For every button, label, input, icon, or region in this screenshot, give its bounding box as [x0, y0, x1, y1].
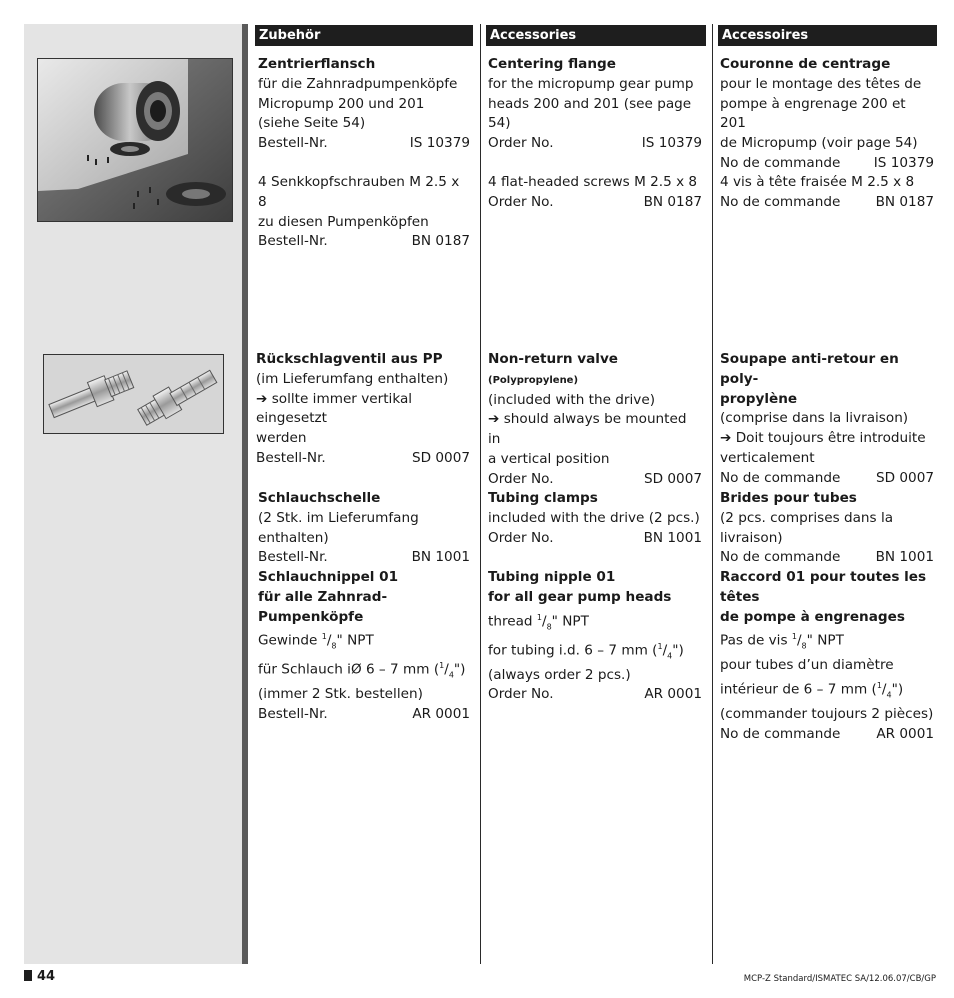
en-valve-order [488, 470, 702, 490]
en-clamps-title: Tubing clamps [488, 490, 598, 506]
order-label: No de commande [720, 469, 841, 486]
order-label: Order No. [488, 135, 554, 152]
en-flange-order [488, 134, 702, 154]
fr-valve-title: Soupape anti-retour en poly- [720, 351, 899, 387]
fr-screws-order [720, 193, 934, 213]
column-divider-2 [712, 24, 713, 964]
fr-non-return-valve [720, 350, 934, 489]
fr-screws-line: 4 vis à tête fraisée M 2.5 x 8 [720, 174, 915, 190]
order-number: BN 0187 [875, 193, 934, 210]
non-return-valve-photo [43, 354, 224, 434]
non-return-valve-illustration [44, 355, 223, 433]
order-number: SD 0007 [411, 449, 470, 466]
fr-tubing-nipple [720, 568, 934, 745]
tube-unit: ") [453, 661, 466, 678]
order-label: Bestell-Nr. [258, 233, 328, 250]
fr-nipple-line: (commander toujours 2 pièces) [720, 706, 934, 723]
header-zubehoer: Zubehör [255, 25, 473, 46]
fr-flange-title: Couronne de centrage [720, 56, 891, 72]
order-number: IS 10379 [409, 135, 470, 152]
fr-flange-order [720, 154, 934, 174]
de-screws-order [258, 232, 470, 252]
order-number: BN 0187 [411, 233, 470, 250]
thread-unit: " NPT [806, 632, 844, 649]
header-accessoires: Accessoires [718, 25, 937, 46]
en-valve-title [488, 350, 702, 391]
en-clamps-line: included with the drive (2 pcs.) [488, 509, 700, 526]
fraction-num: 1 [791, 632, 797, 642]
fr-valve-line: ➔ Doit toujours être introduite [720, 430, 926, 447]
tube-label: intérieur de 6 – 7 mm ( [720, 681, 877, 698]
fr-nipple-title: Raccord 01 pour toutes les têtes [720, 569, 927, 605]
de-valve-line: (im Lieferumfang enthalten) [256, 370, 449, 387]
en-tubing-clamps [488, 489, 702, 548]
de-nipple-line: (immer 2 Stk. bestellen) [258, 686, 423, 703]
fr-clamps-line: (2 pcs. comprises dans la livraison) [720, 509, 894, 546]
fr-flange-line: pompe à engrenage 200 et 201 [720, 95, 906, 132]
order-label: No de commande [720, 193, 841, 210]
de-nipple-order [258, 705, 470, 725]
tube-unit: ") [672, 642, 684, 659]
de-valve-line: ➔ sollte immer vertikal eingesetzt [256, 390, 413, 427]
de-nipple-tube: für Schlauch iØ 6 – 7 mm $(^1/_4")$ [258, 661, 466, 680]
fr-flange-line: pour le montage des têtes de [720, 75, 922, 92]
de-clamps-title: Schlauchschelle [258, 490, 381, 506]
order-number: AR 0001 [644, 686, 702, 703]
fr-valve-title-cont: propylène [720, 390, 798, 407]
fr-screws [720, 173, 934, 213]
de-non-return-valve [256, 350, 470, 469]
centering-flange-illustration [38, 59, 232, 221]
en-nipple-order [488, 685, 702, 705]
en-tubing-nipple [488, 568, 702, 705]
en-valve-line: a vertical position [488, 450, 610, 467]
tube-unit: ") [891, 681, 904, 698]
order-number: BN 1001 [643, 529, 702, 546]
de-valve-line: werden [256, 430, 307, 447]
de-tubing-nipple [258, 568, 470, 725]
order-number: IS 10379 [641, 135, 702, 152]
en-nipple-thread: thread $^1/_8$" NPT [488, 612, 589, 631]
en-flange-title: Centering flange [488, 56, 616, 72]
fraction-num: 1 [876, 681, 882, 691]
en-valve-line: ➔ should always be mounted in [488, 411, 687, 448]
en-centering-flange [488, 55, 702, 154]
en-valve-line: (included with the drive) [488, 391, 656, 408]
order-label: Bestell-Nr. [256, 449, 326, 466]
de-tubing-clamps [258, 489, 470, 568]
fr-nipple-subtitle: de pompe à engrenages [720, 608, 905, 625]
sidebar-divider [242, 24, 248, 964]
order-number: BN 1001 [875, 549, 934, 566]
centering-flange-photo [37, 58, 233, 222]
thread-unit: " NPT [551, 613, 589, 630]
en-nipple-line: (always order 2 pcs.) [488, 666, 631, 683]
fr-nipple-tube: intérieur de 6 – 7 mm $(^1/_4")$ [720, 681, 904, 700]
fr-clamps-order [720, 548, 934, 568]
order-label: Order No. [488, 470, 554, 487]
valve-title-text: Non-return valve [488, 351, 619, 367]
de-flange-title: Zentrierflansch [258, 56, 376, 72]
de-nipple-thread: Gewinde $^1/_8$" NPT [258, 632, 374, 651]
order-number: SD 0007 [875, 469, 934, 486]
de-screws-line: 4 Senkkopfschrauben M 2.5 x 8 [258, 174, 460, 210]
page-number [24, 969, 55, 984]
fr-flange-line: de Micropump (voir page 54) [720, 135, 918, 152]
fr-centering-flange [720, 55, 934, 174]
order-label: Order No. [488, 529, 554, 546]
de-centering-flange [258, 55, 470, 154]
order-number: BN 1001 [411, 549, 470, 566]
de-valve-title: Rückschlagventil aus PP [256, 351, 443, 367]
fraction-den: 8 [331, 641, 337, 651]
order-number: IS 10379 [873, 154, 934, 171]
fr-valve-line: (comprise dans la livraison) [720, 410, 909, 427]
fraction-den: 8 [546, 621, 552, 631]
fr-nipple-tube-pre: pour tubes d’un diamètre [720, 657, 894, 674]
en-screws-order [488, 193, 702, 213]
en-nipple-title: Tubing nipple 01 [488, 569, 616, 585]
fraction-den: 4 [667, 650, 673, 660]
thread-label: thread [488, 613, 537, 630]
tube-label: für Schlauch iØ 6 – 7 mm ( [258, 661, 440, 678]
en-screws [488, 173, 702, 213]
fraction-num: 1 [657, 641, 663, 651]
page-marker-icon [24, 970, 32, 981]
fr-tubing-clamps [720, 489, 934, 568]
order-label: Bestell-Nr. [258, 549, 328, 566]
fraction-den: 4 [886, 690, 892, 700]
fr-nipple-order [720, 725, 934, 745]
fraction-num: 1 [536, 612, 542, 622]
fr-valve-order [720, 469, 934, 489]
order-label: Bestell-Nr. [258, 706, 328, 723]
fr-valve-line: verticalement [720, 449, 815, 466]
de-nipple-subtitle: für alle Zahnrad-Pumpenköpfe [258, 588, 388, 625]
en-nipple-tube: for tubing i.d. 6 – 7 mm $(^1/_4")$ [488, 641, 684, 660]
en-flange-line: heads 200 and 201 (see page 54) [488, 95, 692, 132]
de-valve-order [256, 449, 470, 469]
order-label: Order No. [488, 686, 554, 703]
order-label: No de commande [720, 154, 841, 171]
fr-nipple-thread: Pas de vis $^1/_8$" NPT [720, 632, 844, 651]
header-accessories: Accessories [486, 25, 706, 46]
de-flange-line: Micropump 200 und 201 [258, 95, 425, 112]
de-nipple-title: Schlauchnippel 01 [258, 569, 399, 585]
order-label: Bestell-Nr. [258, 135, 328, 152]
order-number: AR 0001 [876, 726, 934, 743]
page-number-text: 44 [37, 969, 56, 984]
en-nipple-subtitle: for all gear pump heads [488, 588, 672, 605]
de-flange-order [258, 134, 470, 154]
order-label: No de commande [720, 726, 841, 743]
de-screws-line: zu diesen Pumpenköpfen [258, 213, 429, 230]
de-clamps-order [258, 548, 470, 568]
en-clamps-order [488, 529, 702, 549]
footer-reference: MCP-Z Standard/ISMATEC SA/12.06.07/CB/GP [743, 974, 936, 984]
en-flange-line: for the micropump gear pump [488, 75, 694, 92]
de-flange-line: für die Zahnradpumpenköpfe [258, 75, 458, 92]
fraction-num: 1 [321, 632, 327, 642]
thread-label: Pas de vis [720, 632, 792, 649]
order-number: BN 0187 [643, 193, 702, 210]
de-flange-line: (siehe Seite 54) [258, 115, 366, 132]
fraction-den: 4 [448, 670, 454, 680]
order-label: Order No. [488, 193, 554, 210]
en-non-return-valve [488, 350, 702, 490]
fraction-den: 8 [801, 641, 807, 651]
thread-unit: " NPT [336, 632, 374, 649]
de-screws [258, 173, 470, 252]
order-number: AR 0001 [412, 706, 470, 723]
fraction-num: 1 [439, 661, 445, 671]
valve-title-material: (Polypropylene) [488, 374, 579, 386]
order-label: No de commande [720, 549, 841, 566]
de-clamps-line: (2 Stk. im Lieferumfang enthalten) [258, 509, 419, 546]
fr-clamps-title: Brides pour tubes [720, 490, 857, 506]
thread-label: Gewinde [258, 632, 322, 649]
order-number: SD 0007 [643, 470, 702, 487]
column-divider-1 [480, 24, 481, 964]
tube-label: for tubing i.d. 6 – 7 mm ( [488, 642, 658, 659]
en-screws-line: 4 flat-headed screws M 2.5 x 8 [488, 174, 698, 190]
